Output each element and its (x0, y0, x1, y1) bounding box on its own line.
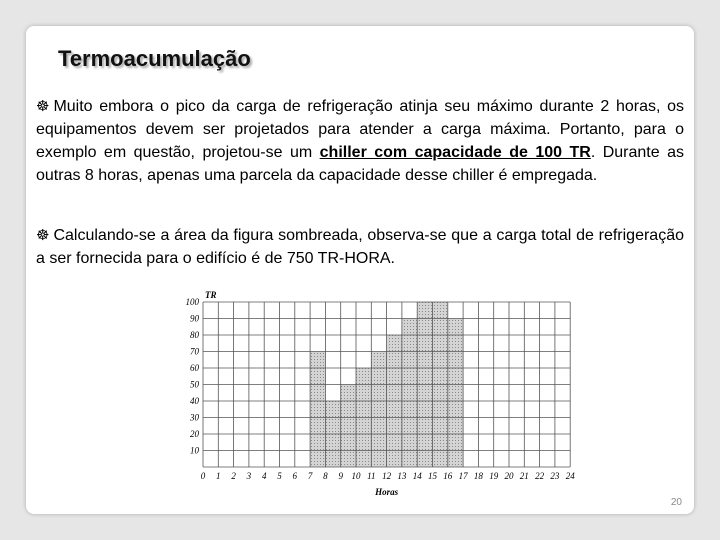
paragraph-1-text: Muito embora o pico da carga de refrigeração atinja seu máximo durante 2 horas, os equipamentos devem ser projetados para atender a carga máxima. Portanto, para o exemplo em questão, projetou-se um (36, 98, 684, 161)
bullet-icon: ☸ (36, 227, 50, 244)
page-number: 20 (670, 497, 682, 508)
chart-y-tick-label: 50 (190, 379, 199, 390)
chart-bar-hour-11 (371, 352, 386, 468)
chart-x-tick-label: 12 (382, 471, 392, 481)
chart-x-tick-label: 24 (565, 471, 575, 481)
chart-x-tick-label: 21 (519, 471, 529, 481)
chart-x-tick-label: 3 (246, 471, 252, 481)
bullet-icon: ☸ (36, 98, 50, 115)
slide-title: Termoacumulação (58, 46, 251, 71)
paragraph-1-emphasis: chiller com capacidade de 100 TR (319, 144, 591, 161)
chart-y-tick-label: 100 (185, 297, 199, 307)
chart-x-tick-label: 18 (473, 471, 483, 481)
chart-y-tick-label: 70 (190, 346, 199, 357)
chart-x-tick-label: 23 (550, 471, 560, 481)
chart-y-tick-label: 90 (190, 313, 199, 324)
chart-x-tick-label: 7 (307, 471, 313, 481)
chart-x-tick-label: 2 (231, 471, 236, 481)
chart-y-axis-label: TR (205, 290, 217, 300)
chart-x-tick-label: 6 (292, 471, 298, 481)
chart-y-tick-label: 20 (190, 429, 199, 439)
chart-x-tick-label: 14 (412, 471, 422, 481)
chart-bar-hour-16 (448, 319, 463, 468)
chart-bar-hour-13 (402, 319, 417, 468)
chart-x-tick-label: 20 (504, 471, 514, 481)
chart-y-tick-label: 60 (190, 363, 199, 373)
slide (26, 26, 694, 514)
chart-x-tick-label: 15 (428, 471, 437, 481)
chart-y-tick-label: 30 (190, 412, 199, 423)
chart-x-tick-label: 9 (338, 471, 343, 481)
paragraph-1-tail: . Durante as outras 8 horas, apenas uma parcela da capacidade desse chiller é empregada. (36, 144, 685, 184)
paragraph-2 (36, 224, 684, 270)
paragraph-2-text: Calculando-se a área da figura sombreada, observa-se que a carga total de refrigeração a ser fornecida para o edifício é de 750 TR-HORA. (36, 227, 684, 267)
chart-x-tick-label: 11 (367, 471, 376, 481)
chart-bar-hour-9 (341, 385, 356, 468)
chart-y-tick-label: 10 (190, 445, 199, 456)
chart-x-tick-label: 10 (351, 471, 361, 481)
chart-y-tick-label: 80 (190, 330, 199, 340)
load-profile-chart (173, 281, 583, 509)
chart-x-tick-label: 1 (216, 471, 221, 481)
chart-x-tick-label: 13 (397, 471, 407, 481)
chart-x-tick-label: 8 (323, 471, 328, 481)
chart-x-tick-label: 5 (277, 471, 282, 481)
chart-x-tick-label: 0 (200, 471, 206, 481)
chart-x-tick-label: 17 (458, 471, 468, 481)
chart-x-tick-label: 4 (261, 471, 267, 481)
chart-x-tick-label: 19 (489, 471, 499, 481)
chart-x-tick-label: 16 (443, 471, 453, 481)
chart-x-tick-label: 22 (535, 471, 545, 481)
chart-x-axis-label: Horas (375, 487, 399, 497)
paragraph-1 (36, 95, 684, 187)
chart-y-tick-label: 40 (190, 396, 199, 406)
chart-bar-hour-7 (310, 352, 325, 468)
